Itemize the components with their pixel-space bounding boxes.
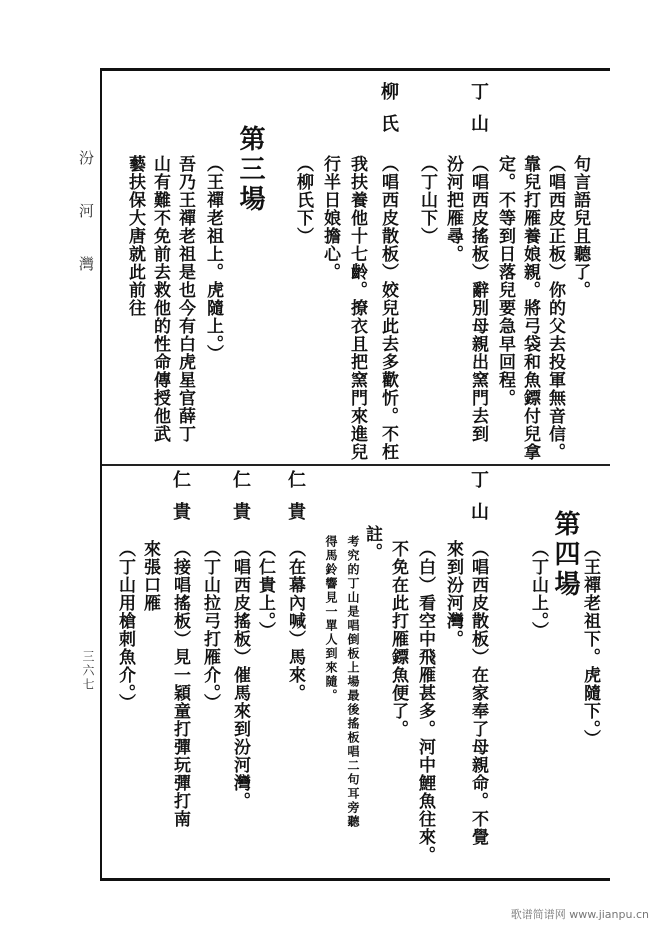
script-line: 山有難不免前去救他的性命傳授他武 — [150, 155, 170, 443]
script-line: （王禪老祖下。虎隨下。） — [580, 540, 600, 748]
script-line: （接唱搖板）見一穎童打彈玩彈打南 — [170, 540, 190, 828]
speaker-name: 丁山 — [468, 82, 489, 146]
scene-heading: 第四場 — [550, 510, 580, 600]
note-marker: 註。 — [362, 525, 382, 561]
script-line: 我扶養他十七齡。撩衣且把窯門來進兒 — [347, 155, 367, 461]
script-line: （唱西皮正板）你的父去投軍無音信。 — [545, 155, 565, 461]
script-line: 汾河把雁尋。 — [443, 155, 463, 263]
speaker-name: 仁貴 — [230, 470, 251, 534]
script-line: 定。不等到日落兒要急早回程。 — [495, 155, 515, 407]
script-line: 吾乃王禪老祖是也今有白虎星官薛丁 — [175, 155, 195, 443]
watermark: 歌谱简谱网 www.jianpu.cn — [510, 908, 649, 921]
script-line: （唱西皮散板）姣兒此去多歡忻。不枉 — [378, 155, 398, 461]
script-line: 不免在此打雁鏢魚便了。 — [388, 540, 408, 738]
annotation-text: 考究的丁山是唱倒板上場最後搖板唱二句耳旁聽 — [346, 535, 360, 829]
frame-left-rule — [100, 68, 102, 881]
margin-title: 汾河灣 — [77, 150, 95, 309]
script-line: 行半日娘擔心。 — [320, 155, 340, 281]
script-line: 靠兒打雁養娘親。將弓袋和魚鏢付兒拿 — [520, 155, 540, 461]
script-line: （丁山拉弓打雁介。） — [200, 540, 220, 712]
script-line: （仁貴上。） — [255, 540, 275, 640]
speaker-name: 仁貴 — [285, 470, 306, 534]
frame-middle-rule — [100, 464, 610, 466]
script-line: （柳氏下） — [293, 155, 313, 245]
speaker-name: 丁山 — [468, 470, 489, 534]
frame-bottom-rule — [100, 878, 610, 881]
script-line: （白）看空中飛雁甚多。河中鯉魚往來。 — [415, 540, 435, 864]
script-line: （王禪老祖上。虎隨上。） — [203, 155, 223, 363]
script-line: （丁山下） — [417, 155, 437, 245]
script-line: （唱西皮散板）在家奉了母親命。不覺 — [468, 540, 488, 846]
script-line: （丁山用槍刺魚介。） — [115, 540, 135, 712]
annotation-text: 得馬鈴響見一單人到來隨。 — [324, 535, 338, 703]
script-line: 藝扶保大唐就此前往 — [125, 155, 145, 317]
script-line: （唱西皮搖板）催馬來到汾河灣。 — [230, 540, 250, 810]
speaker-name: 仁貴 — [170, 470, 191, 534]
script-line: （在幕內喊）馬來。 — [285, 540, 305, 702]
page-number: 三六七 — [81, 650, 95, 692]
script-line: （唱西皮搖板）辭別母親出窯門去到 — [468, 155, 488, 443]
script-line: 來到汾河灣。 — [443, 540, 463, 648]
script-line: 來張口雁 — [140, 540, 160, 612]
frame-top-rule — [100, 68, 610, 71]
scene-heading: 第三場 — [235, 125, 265, 215]
script-line: 句言語兒且聽了。 — [570, 155, 590, 299]
speaker-name: 柳氏 — [378, 82, 399, 146]
script-line: （丁山上。） — [528, 540, 548, 640]
